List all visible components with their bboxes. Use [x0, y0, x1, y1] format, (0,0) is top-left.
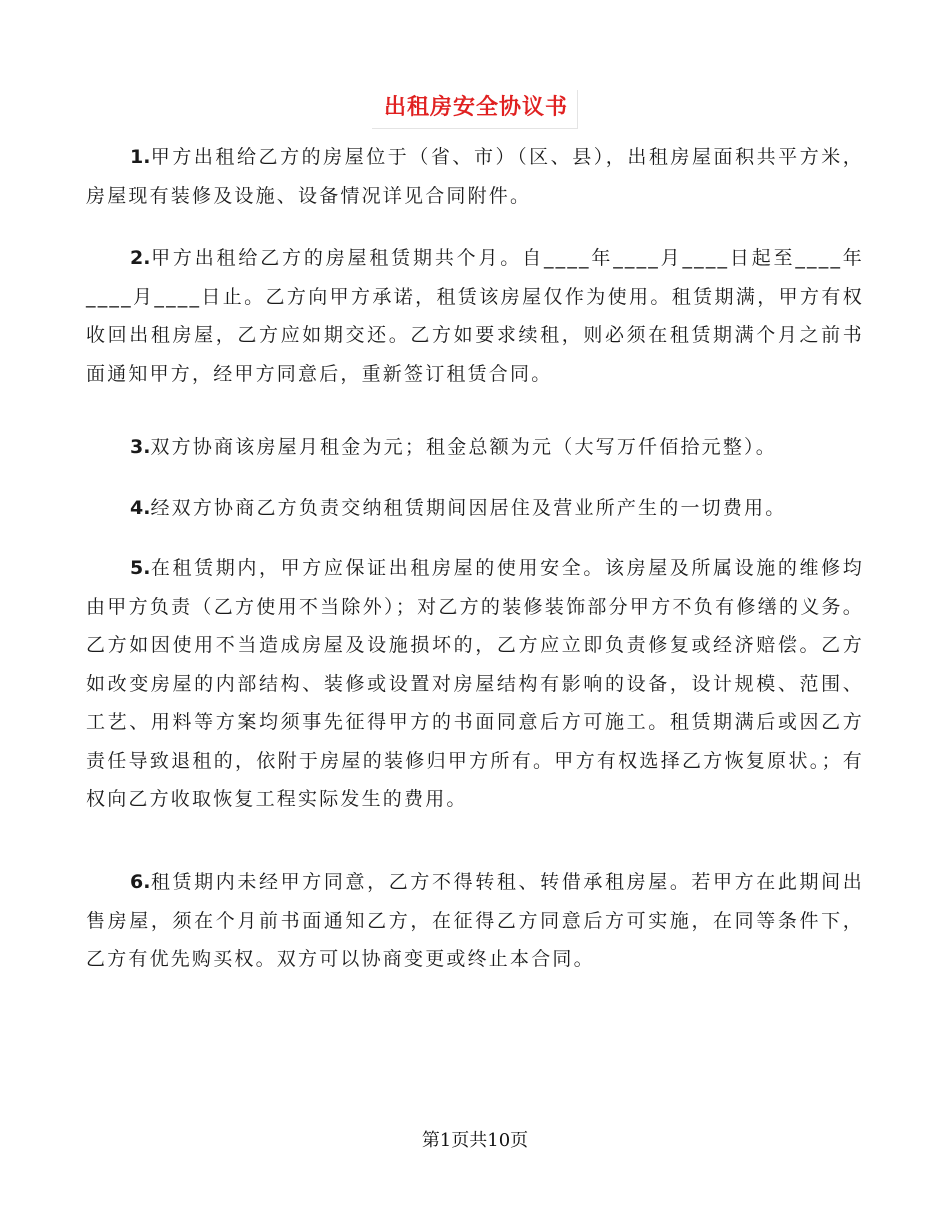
paragraph-number: 3.: [130, 436, 151, 458]
paragraph-2: [86, 239, 864, 393]
paragraph-5: [86, 549, 864, 819]
paragraph-number: 1.: [130, 146, 151, 168]
paragraph-text: 甲方出租给乙方的房屋租赁期共个月。自____年____月____日起至____年____月____日止。乙方向甲方承诺，租赁该房屋仅作为使用。租赁期满，甲方有权收回出租房屋，乙方应如期交还。乙方如要求续租，则必须在租赁期满个月之前书面通知甲方，经甲方同意后，重新签订租赁合同。: [86, 247, 864, 385]
paragraph-number: 4.: [130, 497, 151, 519]
paragraph-number: 2.: [130, 247, 151, 269]
paragraph-number: 6.: [130, 871, 151, 893]
paragraph-text: 租赁期内未经甲方同意，乙方不得转租、转借承租房屋。若甲方在此期间出售房屋，须在个月前书面通知乙方，在征得乙方同意后方可实施，在同等条件下，乙方有优先购买权。双方可以协商变更或终止本合同。: [86, 871, 864, 970]
paragraph-text: 经双方协商乙方负责交纳租赁期间因居住及营业所产生的一切费用。: [150, 497, 787, 519]
document-title: 出租房安全协议书: [383, 94, 568, 120]
title-box: [372, 90, 578, 129]
paragraph-text: 双方协商该房屋月租金为元；租金总额为元（大写万仟佰拾元整）。: [150, 436, 777, 458]
paragraph-3: [86, 428, 864, 467]
paragraph-number: 5.: [130, 557, 151, 579]
paragraph-6: [86, 863, 864, 979]
page-number-footer: 第1页共10页: [421, 1130, 529, 1151]
paragraph-4: [86, 489, 864, 528]
paragraph-text: 甲方出租给乙方的房屋位于（省、市）（区、县），出租房屋面积共平方米，房屋现有装修及设施、设备情况详见合同附件。: [86, 146, 864, 207]
paragraph-text: 在租赁期内，甲方应保证出租房屋的使用安全。该房屋及所属设施的维修均由甲方负责（乙方使用不当除外）；对乙方的装修装饰部分甲方不负有修缮的义务。乙方如因使用不当造成房屋及设施损坏的，乙方应立即负责修复或经济赔偿。乙方如改变房屋的内部结构、装修或设置对房屋结构有影响的设备，设计规模、范围、工艺、用料等方案均须事先征得甲方的书面同意后方可施工。租赁期满后或因乙方责任导致退租的，依附于房屋的装修归甲方所有。甲方有权选择乙方恢复原状。；有权向乙方收取恢复工程实际发生的费用。: [86, 557, 864, 810]
paragraph-1: [86, 138, 864, 215]
